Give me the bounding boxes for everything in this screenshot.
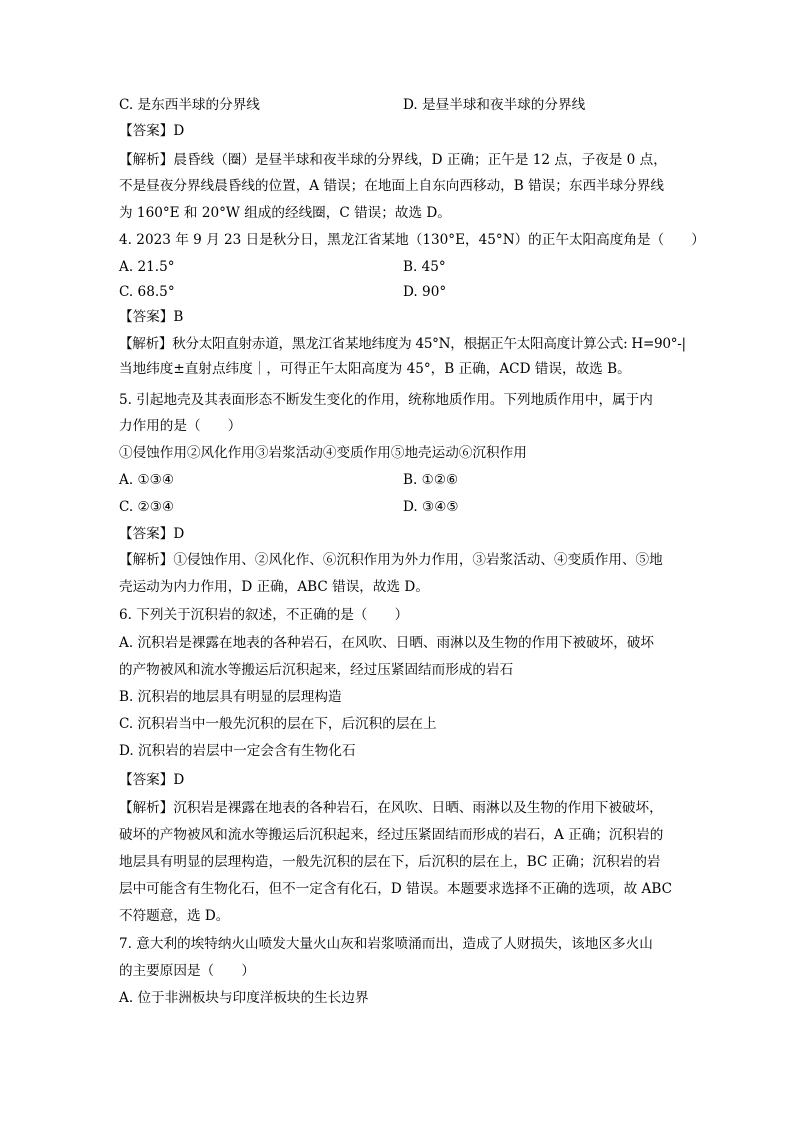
q5-option-b: B. ①②⑥ bbox=[403, 472, 459, 488]
q5-option-c: C. ②③④ bbox=[119, 499, 175, 515]
q6-answer: 【答案】D bbox=[119, 772, 185, 788]
q5-items: ①侵蚀作用②风化作用③岩浆活动④变质作用⑤地壳运动⑥沉积作用 bbox=[119, 445, 527, 461]
q3-analysis-line: 【解析】晨昏线（圈）是昼半球和夜半球的分界线，D 正确；正午是 12 点，子夜是 0 点， bbox=[119, 152, 667, 168]
q4-analysis-line: 当地纬度±直射点纬度｜，可得正午太阳高度为 45°，B 正确，ACD 错误，故选 B。 bbox=[119, 361, 631, 377]
q6-analysis-line: 层中可能含有生物化石，但不一定含有化石，D 错误。本题要求选择不正确的选项，故 ABC bbox=[119, 881, 672, 897]
q4-option-a: A. 21.5° bbox=[119, 259, 175, 275]
q4-answer: 【答案】B bbox=[119, 309, 184, 325]
q7-stem-line: 的主要原因是（ ） bbox=[119, 963, 255, 979]
q5-option-a: A. ①③④ bbox=[119, 472, 175, 488]
q4-analysis-line: 【解析】秋分太阳直射赤道，黑龙江省某地纬度为 45°N，根据正午太阳高度计算公式: H=90°-| bbox=[119, 336, 686, 352]
q4-option-d: D. 90° bbox=[403, 284, 447, 300]
q5-analysis-line: 【解析】①侵蚀作用、②风化作、⑥沉积作用为外力作用，③岩浆活动、④变质作用、⑤地 bbox=[119, 552, 663, 568]
q3-answer: 【答案】D bbox=[119, 123, 185, 139]
q3-option-c: C. 是东西半球的分界线 bbox=[119, 97, 260, 113]
q6-option-d: D. 沉积岩的岩层中一定会含有生物化石 bbox=[119, 743, 356, 759]
q5-stem-line: 5. 引起地壳及其表面形态不断发生变化的作用，统称地质作用。下列地质作用中，属于内 bbox=[119, 392, 653, 408]
q4-option-b: B. 45° bbox=[403, 259, 446, 275]
q6-analysis-line: 破坏的产物被风和流水等搬运后沉积起来，经过压紧固结而形成的岩石，A 正确；沉积岩的 bbox=[119, 827, 664, 843]
q7-option-a: A. 位于非洲板块与印度洋板块的生长边界 bbox=[119, 990, 369, 1006]
q6-option-c: C. 沉积岩当中一般先沉积的层在下，后沉积的层在上 bbox=[119, 716, 437, 732]
q5-answer: 【答案】D bbox=[119, 526, 185, 542]
q5-stem-line: 力作用的是（ ） bbox=[119, 418, 242, 434]
q3-option-d: D. 是昼半球和夜半球的分界线 bbox=[403, 97, 586, 113]
q6-option-a-line: 的产物被风和流水等搬运后沉积起来，经过压紧固结而形成的岩石 bbox=[119, 662, 514, 678]
q4-option-c: C. 68.5° bbox=[119, 284, 175, 300]
q6-analysis-line: 地层具有明显的层理构造，一般先沉积的层在下，后沉积的层在上，BC 正确；沉积岩的岩 bbox=[119, 854, 661, 870]
q6-stem: 6. 下列关于沉积岩的叙述，不正确的是（ ） bbox=[119, 607, 409, 623]
q3-analysis-line: 为 160°E 和 20°W 组成的经线圈，C 错误；故选 D。 bbox=[119, 205, 451, 221]
q4-stem: 4. 2023 年 9 月 23 日是秋分日，黑龙江省某地（130°E，45°N）的正午太阳高度角是（ ） bbox=[119, 232, 705, 248]
q7-stem-line: 7. 意大利的埃特纳火山喷发大量火山灰和岩浆喷涌而出，造成了人财损失，该地区多火山 bbox=[119, 936, 653, 952]
q3-analysis-line: 不是昼夜分界线晨昏线的位置，A 错误；在地面上自东向西移动，B 错误；东西半球分界线 bbox=[119, 178, 665, 194]
q6-analysis-line: 不符题意，选 D。 bbox=[119, 908, 230, 924]
q6-option-a-line: A. 沉积岩是裸露在地表的各种岩石，在风吹、日晒、雨淋以及生物的作用下被破坏，破坏 bbox=[119, 635, 655, 651]
q5-option-d: D. ③④⑤ bbox=[403, 499, 459, 515]
q6-analysis-line: 【解析】沉积岩是裸露在地表的各种岩石，在风吹、日晒、雨淋以及生物的作用下被破坏， bbox=[119, 800, 663, 816]
q5-analysis-line: 壳运动为内力作用，D 正确，ABC 错误，故选 D。 bbox=[119, 579, 429, 595]
q6-option-b: B. 沉积岩的地层具有明显的层理构造 bbox=[119, 689, 342, 705]
